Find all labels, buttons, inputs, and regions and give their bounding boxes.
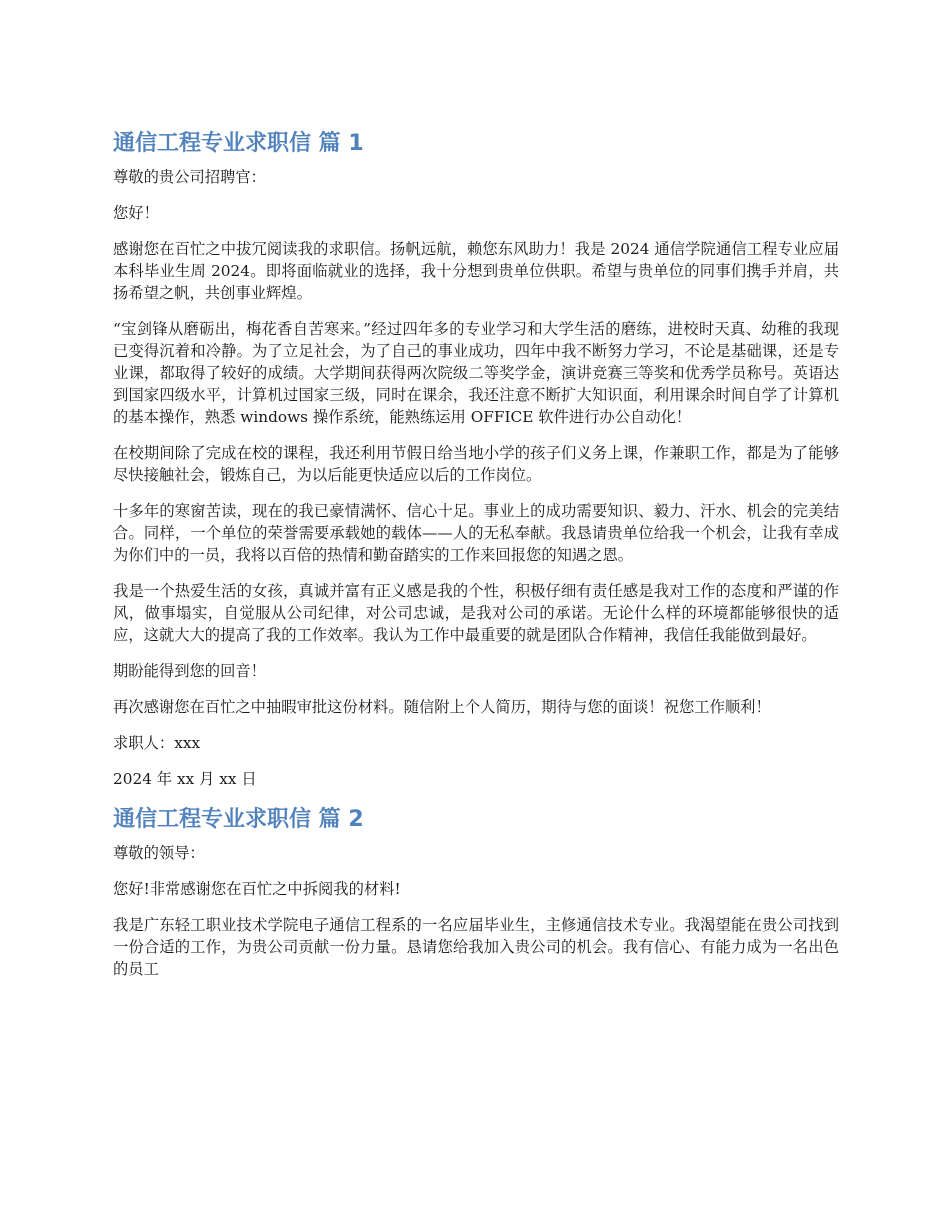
body-paragraph: 再次感谢您在百忙之中抽暇审批这份材料。随信附上个人简历，期待与您的面谈！祝您工作顺利！ [113,698,771,716]
date-line: 2024 年 xx 月 xx 日 [113,770,257,788]
document-page [113,128,839,994]
body-paragraph: 感谢您在百忙之中拔冗阅读我的求职信。扬帆远航，赖您东风助力！我是 2024 通信学院通信工程专业应届本科毕业生周 2024。即将面临就业的选择，我十分想到贵单位供职。希望与贵单位的同事们携手并肩，共扬希望之帆，共创事业辉煌。 [113,240,839,302]
body-paragraph: 在校期间除了完成在校的课程，我还利用节假日给当地小学的孩子们义务上课，作兼职工作，都是为了能够尽快接触社会，锻炼自己，为以后能更快适应以后的工作岗位。 [113,444,839,484]
body-paragraph: “宝剑锋从磨砺出，梅花香自苦寒来。”经过四年多的专业学习和大学生活的磨练，进校时天真、幼稚的我现已变得沉着和冷静。为了立足社会，为了自己的事业成功，四年中我不断努力学习，不论是基础课，还是专业课，都取得了较好的成绩。大学期间获得两次院级二等奖学金，演讲竞赛三等奖和优秀学员称号。英语达到国家四级水平，计算机过国家三级，同时在课余，我还注意不断扩大知识面，利用课余时间自学了计算机的基本操作，熟悉 windows 操作系统，能熟练运用 OFFICE 软件进行办公自动化！ [113,320,839,426]
greeting: 您好！ [113,204,159,222]
body-paragraph: 我是一个热爱生活的女孩，真诚并富有正义感是我的个性，积极仔细有责任感是我对工作的态度和严谨的作风，做事塌实，自觉服从公司纪律，对公司忠诚，是我对公司的承诺。无论什么样的环境都能够很快的适应，这就大大的提高了我的工作效率。我认为工作中最重要的就是团队合作精神，我信任我能做到最好。 [113,582,839,644]
greeting: 您好!非常感谢您在百忙之中拆阅我的材料! [113,880,401,898]
signature: 求职人：xxx [113,734,201,752]
section-title-2: 通信工程专业求职信 篇 2 [113,807,364,832]
salutation: 尊敬的领导： [113,844,205,862]
section-title-1: 通信工程专业求职信 篇 1 [113,131,364,156]
body-paragraph: 我是广东轻工职业技术学院电子通信工程系的一名应届毕业生，主修通信技术专业。我渴望能在贵公司找到一份合适的工作，为贵公司贡献一份力量。恳请您给我加入贵公司的机会。我有信心、有能力成为一名出色的员工 [113,916,839,978]
salutation: 尊敬的贵公司招聘官： [113,168,266,186]
body-paragraph: 期盼能得到您的回音！ [113,662,266,680]
body-paragraph: 十多年的寒窗苦读，现在的我已豪情满怀、信心十足。事业上的成功需要知识、毅力、汗水、机会的完美结合。同样，一个单位的荣誉需要承载她的载体——人的无私奉献。我恳请贵单位给我一个机会，让我有幸成为你们中的一员，我将以百倍的热情和勤奋踏实的工作来回报您的知遇之恩。 [113,502,839,564]
